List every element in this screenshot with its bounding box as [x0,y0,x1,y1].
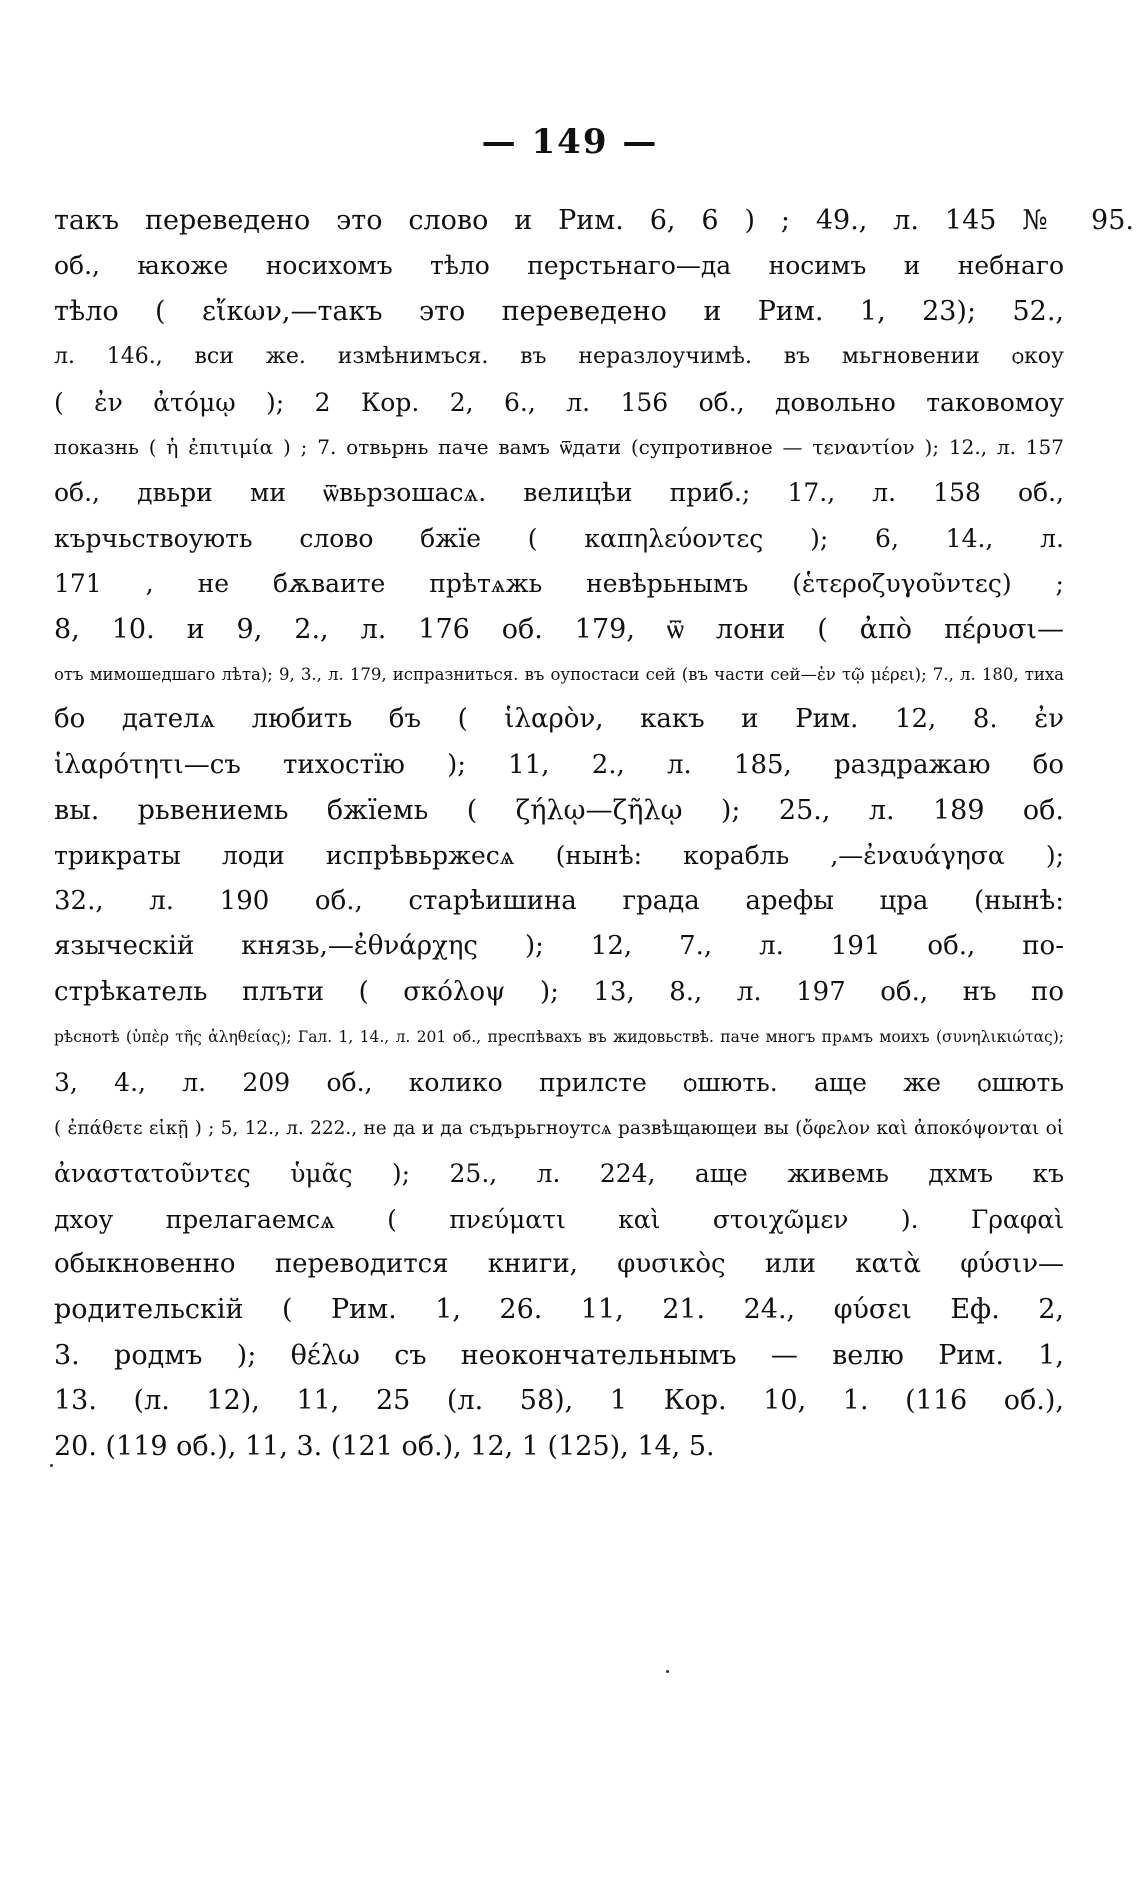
text-line: кърчьствоують слово бжїе ( καπηλεύοντες ); 6, 14., л. [54,523,1064,553]
text-line: вы. рьвениемь бжїемь ( ζήλῳ—ζῆλῳ ); 25., л. 189 об. [54,795,1064,827]
text-line: показнь ( ἡ ἐπιτιμία ) ; 7. отвьрнь паче вамъ ѿдати (супротивное — τεναντίον ); 12., л. 157 [54,434,1064,459]
text-line: 8, 10. и 9, 2., л. 176 об. 179, ѿ лони ( ἀπὸ πέρυσι— [54,613,1064,645]
text-line: 171 , не бѫваите прѣтѧжь невѣрьнымъ (ἑτεροζυγοῦντες) ; [54,569,1064,599]
text-line: рѣснотѣ (ὑπὲρ τῆς ἀληθείας); Гал. 1, 14., л. 201 об., преспѣвахъ въ жидовьствѣ. паче многъ прѧмъ моихъ (συνηλικιώτας); [54,1028,1064,1047]
print-speck [50,1464,53,1467]
text-line: родительскій ( Рим. 1, 26. 11, 21. 24., φύσει Еф. 2, [54,1294,1064,1326]
text-line: 3. родмъ ); θέλω съ неокончательнымъ — велю Рим. 1, [54,1339,1064,1371]
text-line: отъ мимошедшаго лѣта); 9, 3., л. 179, испразниться. въ оупостаси сей (въ части сей—ἐν τῷ μέρει); 7., л. 180, тиха [54,664,1064,684]
text-line: такъ переведено это слово и Рим. 6, 6 ) ; 49., л. 145 № 95. [54,205,1134,236]
text-line: 3, 4., л. 209 об., колико прилсте ѻшють. аще же ѻшють [54,1068,1064,1098]
text-line: ( ἐπάθετε εἰκῇ ) ; 5, 12., л. 222., не да и да съдърьгноутсѧ развѣщающеи вы (ὄφελον καὶ ἀποκόψονται οἱ [54,1117,1064,1139]
text-line: тѣло ( εἴκων,—такъ это переведено и Рим. 1, 23); 52., [54,295,1064,327]
text-line: языческій князь,—ἐθνάρχης ); 12, 7., л. 191 об., по- [54,931,1064,962]
text-line: дхоу прелагаемсѧ ( πνεύματι καὶ στοιχῶμεν ). Γραφαὶ [54,1204,1064,1234]
text-line: л. 146., вси же. измѣнимъся. въ неразлоучимѣ. въ мьгновении ѻкоу [54,344,1064,370]
text-line: ἱλαρότητι—съ тихостїю ); 11, 2., л. 185, раздражаю бо [54,749,1064,780]
text-body [54,198,1134,1469]
page-number: — 149 — [481,122,659,162]
text-line: трикраты лоди испрѣвьржесѧ (нынѣ: корабль ,—ἐναυάγησα ); [54,841,1064,871]
print-speck [666,1670,669,1673]
text-line: 20. (119 об.), 11, 3. (121 об.), 12, 1 (125), 14, 5. [54,1430,715,1462]
text-line: обыкновенно переводится книги, φυσικὸς или κατὰ φύσιν— [54,1248,1064,1279]
text-line: ἀναστατοῦντες ὑμᾶς ); 25., л. 224, аще живемь дхмъ къ [54,1159,1064,1189]
text-line: бо дателѧ любить бъ ( ἱλαρὸν, какъ и Рим. 12, 8. ἐν [54,704,1064,735]
text-line: об., ꙗкоже носихомъ тѣло перстьнаго—да носимъ и небнаго [54,251,1064,281]
text-line: об., двьри ми ѿвьрзошасѧ. велицѣи приб.; 17., л. 158 об., [54,478,1064,508]
text-line: 13. (л. 12), 11, 25 (л. 58), 1 Кор. 10, 1. (116 об.), [54,1385,1064,1417]
text-line: стрѣкатель плъти ( σκόλοψ ); 13, 8., л. 197 об., нъ по [54,976,1064,1007]
text-line: 32., л. 190 об., старѣишина града арефы цра (нынѣ: [54,885,1064,916]
text-line: ( ἐν ἀτόμῳ ); 2 Кор. 2, 6., л. 156 об., довольно таковомоу [54,387,1064,417]
